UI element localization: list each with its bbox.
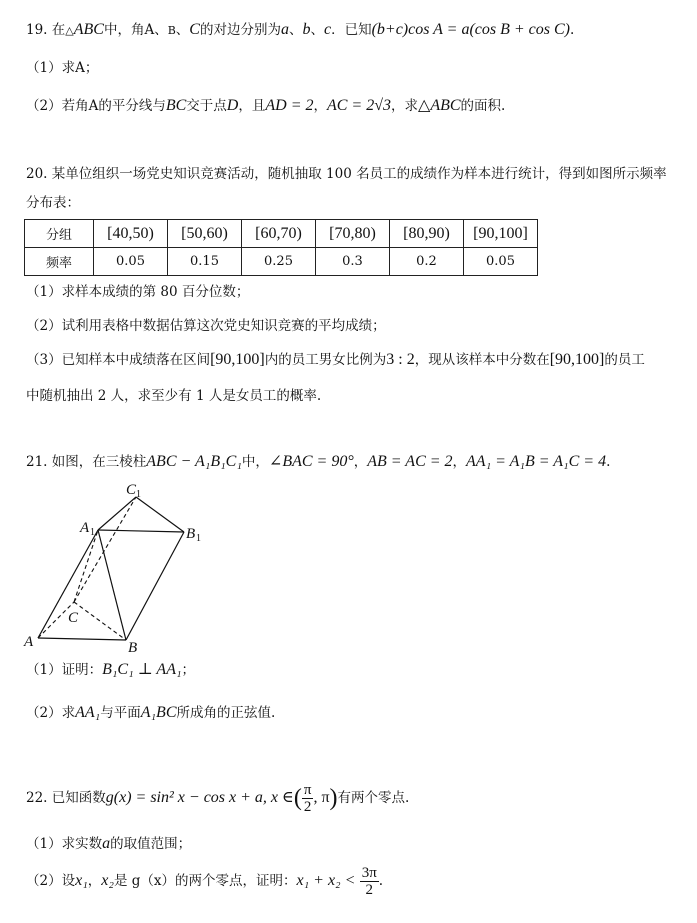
label-A1: A — [80, 520, 90, 536]
interval-cell: [90,100] — [464, 220, 538, 248]
q20-part1: （1）求样本成绩的第 80 百分位数； — [26, 284, 250, 300]
edge-B1C1 — [136, 497, 184, 532]
q19-part1: （1）求A； — [26, 60, 99, 76]
q21-part1: （1）证明：B₁C₁ ⊥ AA₁； — [26, 661, 196, 678]
edge-BB1 — [126, 532, 184, 640]
table-row — [25, 220, 538, 248]
interval-cell: [60,70) — [242, 220, 316, 248]
q22-stem: 22. 已知函数g(x) = sin² x − cos x + a, x ∈( $\frac{\pi}{2}$ , π)有两个零点. — [26, 782, 410, 815]
q20-stem-line2: 分布表： — [26, 195, 80, 211]
q20-part3: （3）已知样本中成绩落在区间[90,100]内的员工男女比例为3 : 2，现从该样本中分数在[90,100]的员工 — [26, 351, 645, 368]
frequency-cell: 0.25 — [242, 248, 316, 276]
edge-A1C1 — [98, 497, 136, 530]
q19-stem: 19. 在△ABC中，角A、B、C的对边分别为a、b、c．已知(b+c)cos A = a(cos B + cos C). — [26, 21, 575, 38]
prism-figure — [18, 480, 218, 655]
q20-stem-line1: 20. 某单位组织一场党史知识竞赛活动，随机抽取 100 名员工的成绩作为样本进行统计，得到如图所示频率 — [26, 166, 667, 182]
label-C: C — [68, 610, 79, 626]
label-B1-sub: 1 — [196, 533, 201, 544]
label-C1: C — [126, 482, 137, 498]
q19-formula: (b+c)cos A = a(cos B + cos C) — [371, 21, 571, 38]
frequency-cell: 0.2 — [390, 248, 464, 276]
table-header-frequency: 频率 — [25, 248, 94, 276]
edge-A1B — [98, 530, 126, 640]
interval-cell: [50,60) — [168, 220, 242, 248]
edge-AB — [38, 638, 126, 640]
frequency-table — [24, 219, 538, 276]
fraction-3pi-over-2: $\frac{3\pi}{2}$ — [361, 865, 377, 898]
label-B1: B — [186, 526, 196, 542]
q22-part1: （1）求实数a的取值范围； — [26, 835, 192, 852]
interval-cell: [80,90) — [390, 220, 464, 248]
edge-CC1-hidden — [74, 497, 136, 602]
edge-A1B1 — [98, 530, 184, 532]
frequency-cell: 0.05 — [94, 248, 168, 276]
frequency-cell: 0.05 — [464, 248, 538, 276]
q22-part2: （2）设x₁，x₂是 g（x）的两个零点，证明：x₁ + x₂ < $\frac{3\pi}{2}$ . — [26, 865, 384, 898]
table-row — [25, 248, 538, 276]
frequency-cell: 0.15 — [168, 248, 242, 276]
fraction-pi-over-2: $\frac{\pi}{2}$ — [303, 782, 312, 815]
interval-cell: [40,50) — [94, 220, 168, 248]
q20-part2: （2）试利用表格中数据估算这次党史知识竞赛的平均成绩； — [26, 318, 386, 334]
label-A: A — [24, 634, 34, 650]
label-A1-sub: 1 — [90, 527, 95, 538]
label-C1-sub: 1 — [136, 489, 141, 500]
q22-function: g(x) = sin² x − cos x + a, x ∈ — [105, 789, 294, 806]
q21-stem: 21. 如图，在三棱柱ABC − A₁B₁C₁中，∠BAC = 90°，AB = AC = 2，AA₁ = A₁B = A₁C = 4. — [26, 453, 611, 470]
frequency-cell: 0.3 — [316, 248, 390, 276]
q20-part3-cont: 中随机抽出 2 人，求至少有 1 人是女员工的概率. — [26, 388, 322, 404]
q19-part2: （2）若角A的平分线与BC交于点D，且AD = 2，AC = 2√3，求△ABC的面积. — [26, 97, 506, 114]
q21-part2: （2）求AA₁与平面A₁BC所成角的正弦值. — [26, 704, 276, 721]
label-B: B — [128, 640, 138, 655]
interval-cell: [70,80) — [316, 220, 390, 248]
table-header-group: 分组 — [25, 220, 94, 248]
